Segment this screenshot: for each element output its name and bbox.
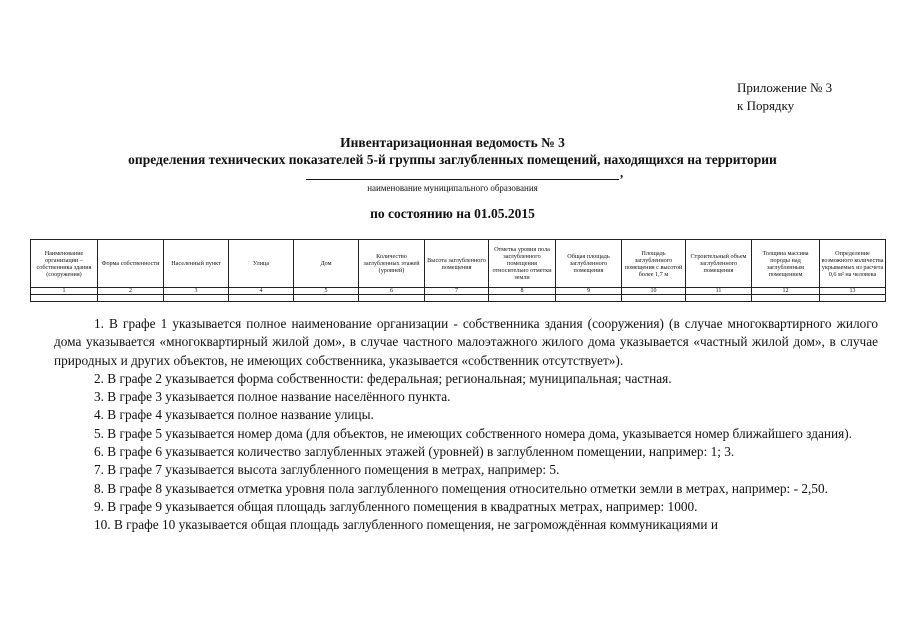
- instruction-paragraph: 1. В графе 1 указывается полное наименование организации - собственника здания (сооружения) (в случае многоквартирного жилого дома указывается «многоквартирный жилой дом», в случае частного малоэтажного жилого дома указывается «частный жилой дом», в случае природных и других объектов, не имеющих собственника, указывается «собственник отсутствует»).: [54, 316, 878, 368]
- column-number: 8: [489, 288, 556, 295]
- inventory-table: [30, 239, 886, 302]
- empty-cell: [820, 295, 886, 302]
- instruction-paragraph: 10. В графе 10 указывается общая площадь заглубленного помещения, не загромождённая коммуникациями и: [94, 517, 718, 533]
- header-cell: Высота заглубленного помещения: [425, 240, 489, 288]
- table-empty-row: [31, 295, 886, 302]
- empty-cell: [556, 295, 622, 302]
- header-cell: Населенный пункт: [164, 240, 229, 288]
- column-number: 11: [686, 288, 752, 295]
- empty-cell: [425, 295, 489, 302]
- instruction-paragraph: 7. В графе 7 указывается высота заглубленного помещения в метрах, например: 5.: [94, 462, 560, 478]
- appendix-number: Приложение № 3: [737, 80, 833, 95]
- column-number: 13: [820, 288, 886, 295]
- header-cell: Форма собственности: [98, 240, 164, 288]
- instruction-paragraph: 5. В графе 5 указывается номер дома (для объектов, не имеющих собственного номера дома, указывается номер ближайшего здания).: [94, 425, 852, 441]
- header-cell: Наименование организации – собственника здания (сооружения): [31, 240, 98, 288]
- blank-line-comma: ,: [620, 165, 624, 180]
- instruction-paragraph: 6. В графе 6 указывается количество заглубленных этажей (уровней) в заглубленном помещении, например: 1; 3.: [94, 444, 735, 460]
- instruction-paragraph: 4. В графе 4 указывается полное название улицы.: [94, 407, 374, 423]
- empty-cell: [294, 295, 359, 302]
- document-title: Инвентаризационная ведомость № 3: [340, 135, 565, 150]
- header-cell: Отметка уровня пола заглубленного помещения относительно отметки земли: [489, 240, 556, 288]
- instruction-paragraph: 8. В графе 8 указывается отметка уровня пола заглубленного помещения относительно отметки земли в метрах, например: - 2,50.: [94, 480, 828, 496]
- column-number: 1: [31, 288, 98, 295]
- table-header-row: [31, 240, 886, 288]
- header-cell: Дом: [294, 240, 359, 288]
- empty-cell: [98, 295, 164, 302]
- column-number: 6: [359, 288, 425, 295]
- header-cell: Строительный объем заглубленного помещения: [686, 240, 752, 288]
- instruction-paragraph: 9. В графе 9 указывается общая площадь заглубленного помещения в квадратных метрах, например: 1000.: [94, 498, 698, 514]
- empty-cell: [686, 295, 752, 302]
- municipality-blank-line: [306, 167, 619, 180]
- empty-cell: [229, 295, 294, 302]
- column-number: 9: [556, 288, 622, 295]
- header-cell: Площадь заглубленного помещения с высотой более 1,7 м: [622, 240, 686, 288]
- empty-cell: [489, 295, 556, 302]
- column-number: 12: [752, 288, 820, 295]
- instruction-paragraph: 3. В графе 3 указывается полное название населённого пункта.: [94, 389, 451, 405]
- column-number: 10: [622, 288, 686, 295]
- document-subtitle: определения технических показателей 5-й группы заглубленных помещений, находящихся на территории: [128, 152, 777, 167]
- empty-cell: [359, 295, 425, 302]
- column-number: 5: [294, 288, 359, 295]
- appendix-reference: к Порядку: [737, 98, 795, 113]
- header-cell: Общая площадь заглубленного помещения: [556, 240, 622, 288]
- column-number: 4: [229, 288, 294, 295]
- empty-cell: [752, 295, 820, 302]
- header-cell: Количество заглубленных этажей (уровней): [359, 240, 425, 288]
- municipality-caption: наименование муниципального образования: [367, 183, 538, 193]
- header-cell: Улица: [229, 240, 294, 288]
- instructions: [54, 315, 878, 535]
- column-number: 2: [98, 288, 164, 295]
- header-cell: Толщина массива породы над заглубленным помещением: [752, 240, 820, 288]
- empty-cell: [31, 295, 98, 302]
- column-number: 3: [164, 288, 229, 295]
- empty-cell: [164, 295, 229, 302]
- table-number-row: [31, 288, 886, 295]
- date-line: по состоянию на 01.05.2015: [370, 206, 535, 221]
- header-cell: Определение возможного количества укрываемых из расчета 0,6 м² на человека: [820, 240, 886, 288]
- instruction-paragraph: 2. В графе 2 указывается форма собственности: федеральная; региональная; муниципальная; частная.: [94, 370, 672, 386]
- column-number: 7: [425, 288, 489, 295]
- empty-cell: [622, 295, 686, 302]
- appendix-label: [737, 79, 832, 115]
